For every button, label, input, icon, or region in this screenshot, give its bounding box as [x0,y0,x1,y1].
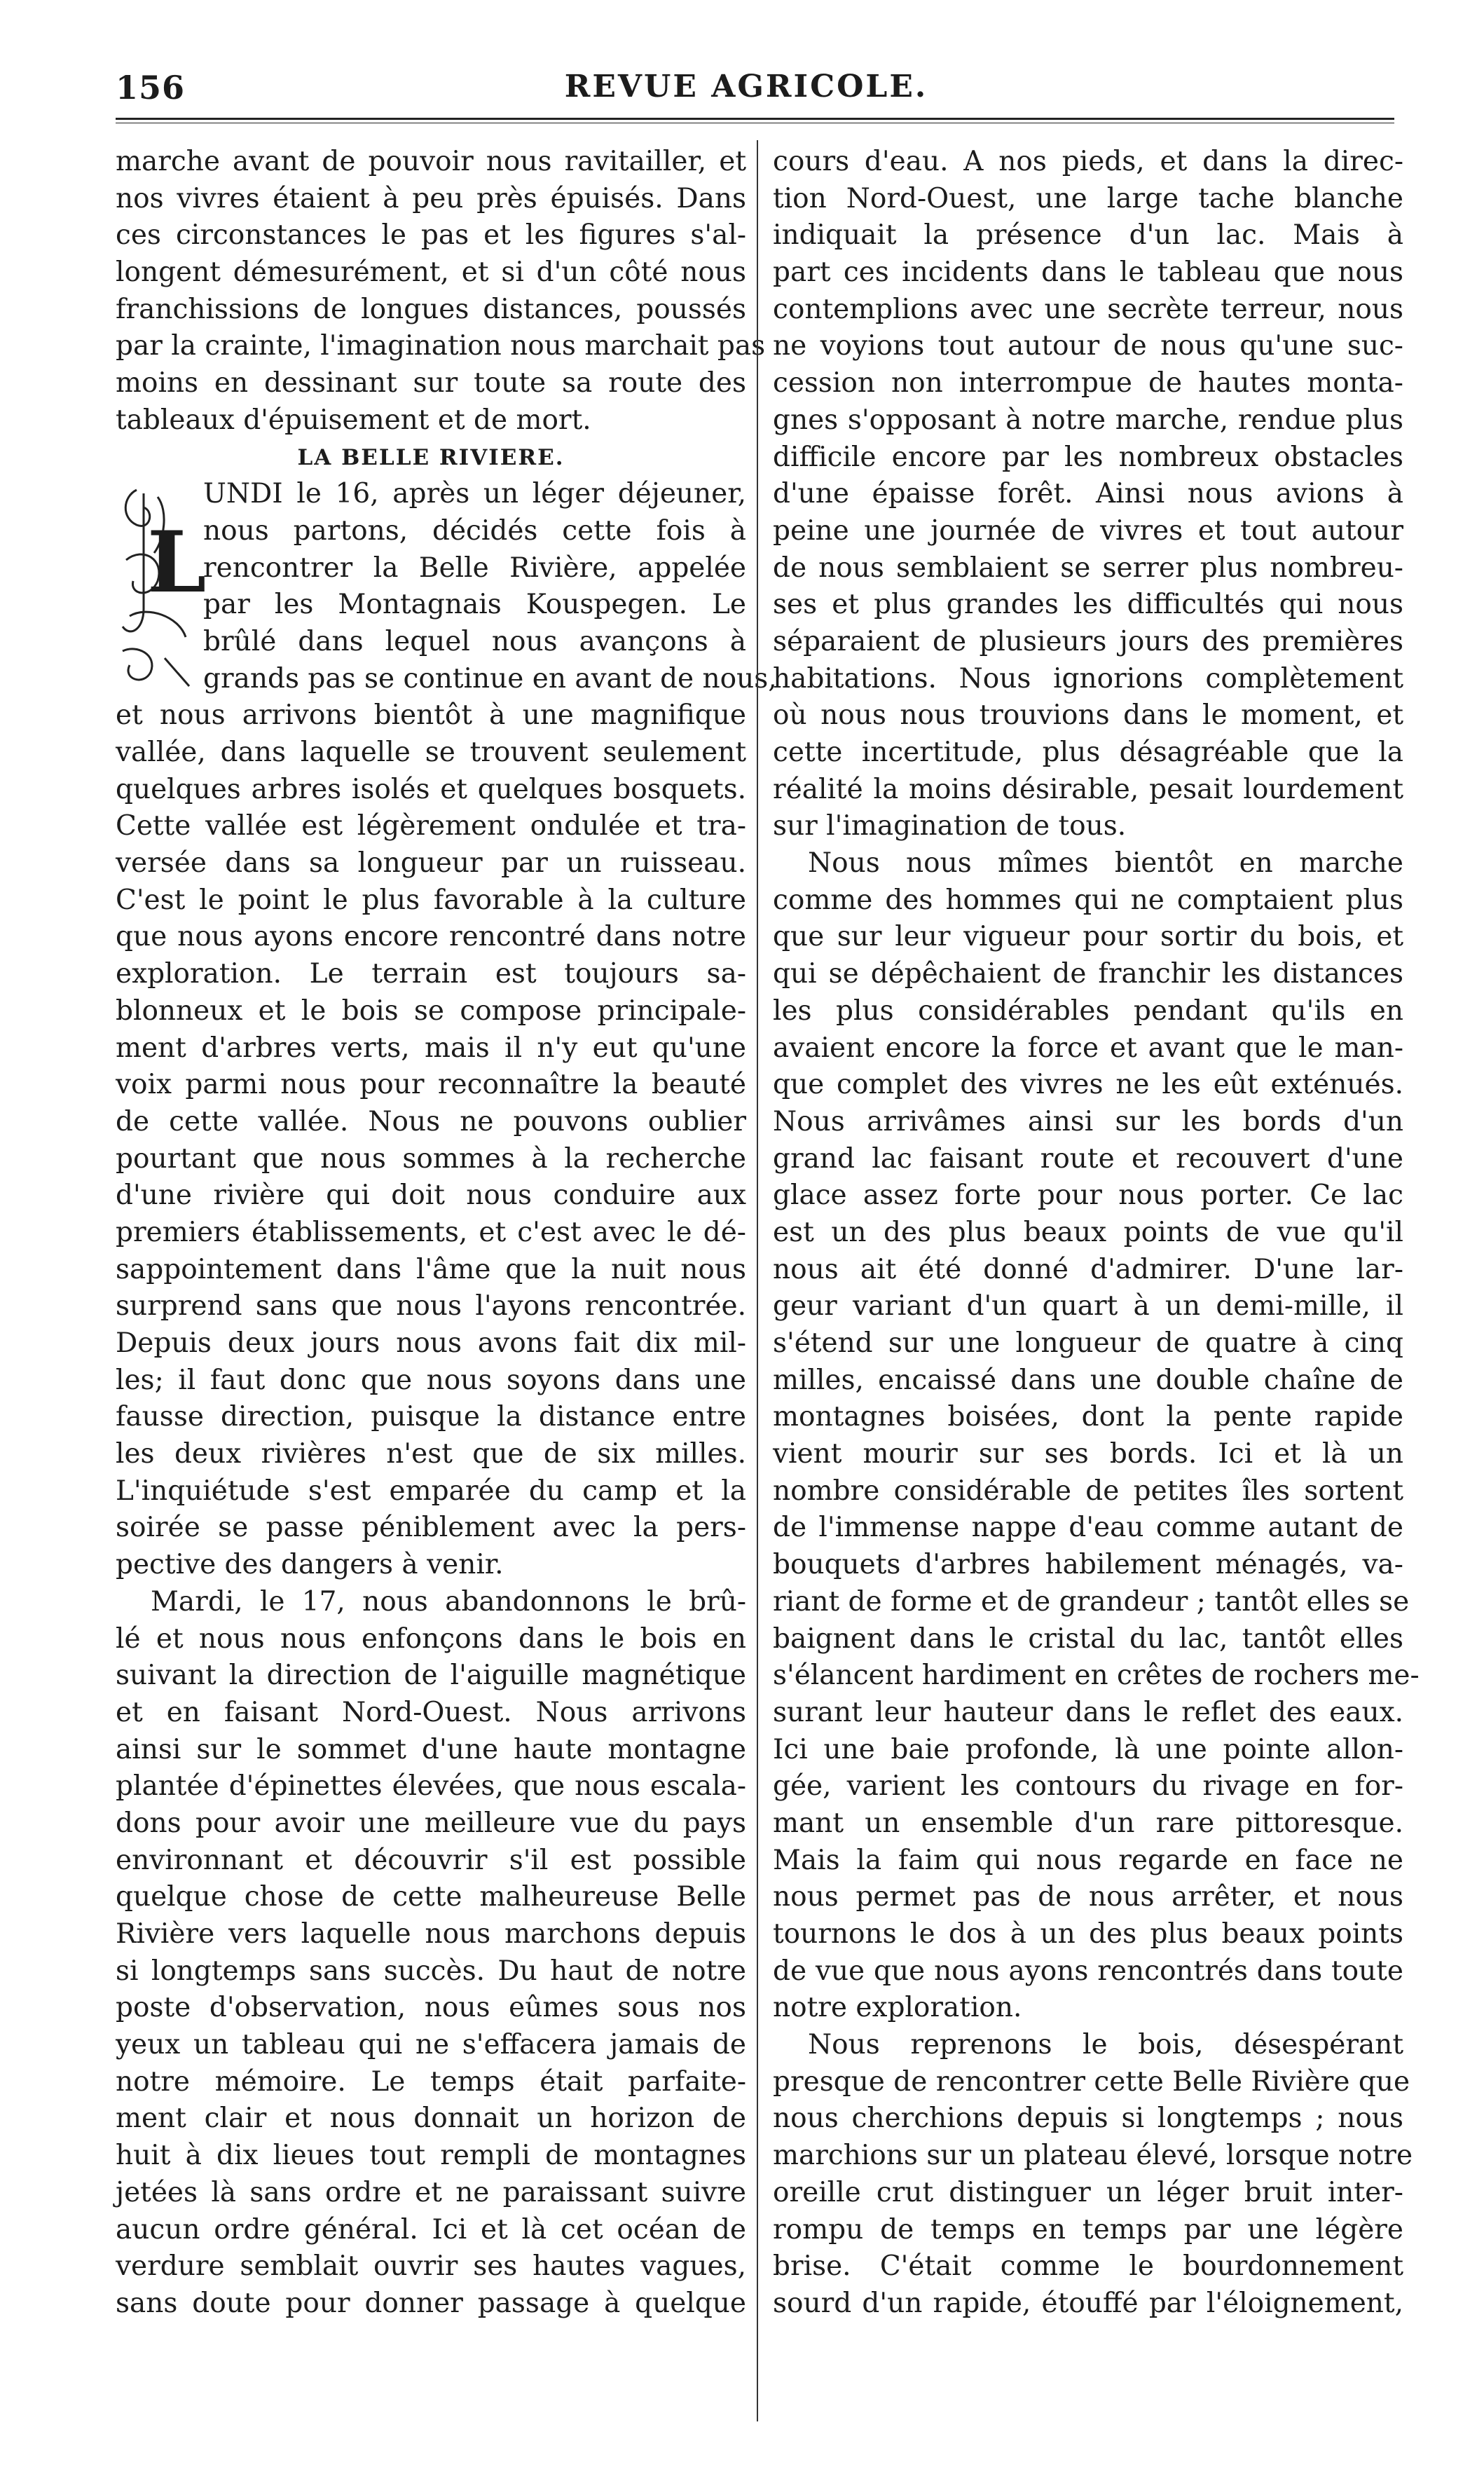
left-paragraph-2 [116,476,777,1584]
right-paragraph-3 [773,2027,1413,2323]
text-line: moins en dessinant sur toute sa route des [116,367,746,399]
text-line: nos vivres étaient à peu près épuisés. Dans [116,182,746,214]
text-line: plantée d'épinettes élevées, que nous escala- [116,1770,746,1803]
text-line: de cette vallée. Nous ne pouvons oublier [116,1105,746,1137]
text-line: ne voyions tout autour de nous qu'une suc- [773,330,1403,362]
text-line: Mardi, le 17, nous abandonnons le brû- [151,1585,746,1618]
text-line: brise. C'était comme le bourdonnement [773,2250,1403,2283]
text-line: grands pas se continue en avant de nous, [203,662,777,695]
text-line: indiquait la présence d'un lac. Mais à [773,219,1403,252]
text-line: soirée se passe péniblement avec la pers- [116,1512,746,1544]
text-line: UNDI le 16, après un léger déjeuner, [203,478,746,510]
text-line: fausse direction, puisque la distance entre [116,1401,746,1433]
left-column [116,144,777,2323]
text-line: marche avant de pouvoir nous ravitailler, et [116,146,746,177]
text-line: sourd d'un rapide, étouffé par l'éloignement, [773,2287,1403,2319]
text-line: sur l'imagination de tous. [773,810,1127,842]
column-divider [757,140,758,2421]
text-line: notre mémoire. Le temps était parfaite- [116,2065,746,2098]
text-line: de l'immense nappe d'eau comme autant de [773,1512,1403,1544]
text-line: C'est le point le plus favorable à la culture [116,884,746,916]
text-line: nous permet pas de nous arrêter, et nous [773,1881,1403,1913]
text-line: vallée, dans laquelle se trouvent seulement [116,737,746,768]
text-line: nous partons, décidés cette fois à [203,514,746,547]
text-line: séparaient de plusieurs jours des premières [773,625,1403,657]
text-line: voix parmi nous pour reconnaître la beauté [116,1069,746,1101]
text-line: contemplions avec une secrète terreur, nous [773,293,1403,325]
text-line: ainsi sur le sommet d'une haute montagne [116,1733,746,1765]
text-line: aucun ordre général. Ici et là cet océan de [116,2213,746,2246]
text-line: lé et nous nous enfonçons dans le bois en [116,1622,746,1655]
text-line: s'étend sur une longueur de quatre à cinq [773,1327,1403,1359]
text-line: gée, varient les contours du rivage en for- [773,1770,1403,1803]
text-line: habitations. Nous ignorions complètement [773,662,1403,695]
text-line: s'élancent hardiment en crêtes de rochers me- [773,1660,1420,1692]
text-line: Depuis deux jours nous avons fait dix mil- [116,1327,746,1359]
ornamental-dropcap [116,476,207,693]
text-line: ment d'arbres verts, mais il n'y eut qu'une [116,1032,746,1064]
text-line: Cette vallée est légèrement ondulée et tra- [116,810,746,842]
text-line: peine une journée de vivres et tout autour [773,514,1403,547]
text-line: cession non interrompue de hautes monta- [773,367,1403,399]
section-title: LA BELLE RIVIERE. [297,444,565,470]
text-line: ses et plus grandes les difficultés qui nous [773,589,1403,621]
text-line: ces circonstances le pas et les figures s'al- [116,219,746,252]
text-line: comme des hommes qui ne comptaient plus [773,884,1403,916]
text-line: milles, encaissé dans une double chaîne de [773,1364,1403,1396]
left-paragraph-1 [116,144,766,439]
text-line: marchions sur un plateau élevé, lorsque notre [773,2140,1413,2172]
text-line: sans doute pour donner passage à quelque [116,2287,746,2319]
text-line: les deux rivières n'est que de six milles. [116,1438,746,1470]
right-paragraph-2 [773,845,1420,2027]
text-line: notre exploration. [773,1992,1022,2024]
text-line: où nous nous trouvions dans le moment, et [773,699,1403,732]
text-line: Nous nous mîmes bientôt en marche [808,847,1403,880]
text-line: rompu de temps en temps par une légère [773,2213,1403,2246]
text-line: de nous semblaient se serrer plus nombreu- [773,552,1403,584]
text-line: Mais la faim qui nous regarde en face ne [773,1844,1403,1876]
text-line: verdure semblait ouvrir ses hautes vagues, [116,2250,746,2283]
text-line: les plus considérables pendant qu'ils en [773,995,1403,1027]
text-line: presque de rencontrer cette Belle Rivière que [773,2065,1410,2098]
text-line: que nous ayons encore rencontré dans notre [116,921,746,953]
text-line: et en faisant Nord-Ouest. Nous arrivons [116,1696,746,1728]
text-line: rencontrer la Belle Rivière, appelée [203,552,746,584]
text-line: les; il faut donc que nous soyons dans une [116,1364,746,1396]
text-line: difficile encore par les nombreux obstacles [773,441,1403,473]
text-line: sappointement dans l'âme que la nuit nous [116,1253,746,1285]
right-column [773,144,1420,2323]
text-line: dons pour avoir une meilleure vue du pays [116,1807,746,1839]
text-line: réalité la moins désirable, pesait lourdement [773,773,1403,805]
text-line: environnant et découvrir s'il est possible [116,1844,746,1876]
text-line: tableaux d'épuisement et de mort. [116,404,591,436]
page-header [116,69,1377,111]
page-number: 156 [116,69,186,107]
text-line: tion Nord-Ouest, une large tache blanche [773,182,1403,214]
left-paragraph-3 [116,1584,746,2323]
text-line: part ces incidents dans le tableau que nous [773,257,1403,289]
text-line: d'une épaisse forêt. Ainsi nous avions à [773,478,1403,510]
text-line: vient mourir sur ses bords. Ici et là un [773,1438,1403,1470]
text-line: riant de forme et de grandeur ; tantôt elles se [773,1585,1410,1618]
text-line: franchissions de longues distances, poussés [116,293,746,325]
text-line: Nous arrivâmes ainsi sur les bords d'un [773,1105,1403,1137]
header-rule [116,118,1394,123]
text-line: de vue que nous ayons rencontrés dans toute [773,1955,1403,1987]
text-line: par les Montagnais Kouspegen. Le [203,589,746,621]
dropcap-letter: L [147,513,207,613]
text-line: ment clair et nous donnait un horizon de [116,2103,746,2135]
text-line: surant leur hauteur dans le reflet des eaux. [773,1696,1403,1728]
text-line: quelque chose de cette malheureuse Belle [116,1881,746,1913]
text-line: premiers établissements, et c'est avec le dé- [116,1216,746,1248]
text-line: yeux un tableau qui ne s'effacera jamais de [116,2029,746,2061]
text-line: suivant la direction de l'aiguille magnétique [116,1660,746,1692]
text-line: oreille crut distinguer un léger bruit inter- [773,2176,1403,2208]
text-line: nous ait été donné d'admirer. D'une lar- [773,1253,1403,1285]
text-line: surprend sans que nous l'ayons rencontrée. [116,1290,746,1323]
text-line: jetées là sans ordre et ne paraissant suivre [116,2176,746,2208]
text-line: L'inquiétude s'est emparée du camp et la [116,1475,746,1507]
text-line: longent démesurément, et si d'un côté nous [116,257,746,289]
text-line: exploration. Le terrain est toujours sa- [116,958,746,990]
text-line: nous cherchions depuis si longtemps ; nous [773,2103,1403,2135]
text-line: huit à dix lieues tout rempli de montagnes [116,2140,746,2172]
text-line: cette incertitude, plus désagréable que la [773,737,1403,768]
text-line: Rivière vers laquelle nous marchons depuis [116,1918,746,1950]
text-line: grand lac faisant route et recouvert d'une [773,1142,1403,1175]
text-line: quelques arbres isolés et quelques bosquets. [116,773,746,805]
text-line: mant un ensemble d'un rare pittoresque. [773,1807,1403,1839]
running-title: REVUE AGRICOLE. [564,69,928,104]
text-line: d'une rivière qui doit nous conduire aux [116,1180,746,1212]
text-line: pourtant que nous sommes à la recherche [116,1142,746,1175]
text-line: bouquets d'arbres habilement ménagés, va- [773,1549,1403,1581]
text-line: Ici une baie profonde, là une pointe allon- [773,1733,1403,1765]
text-line: geur variant d'un quart à un demi-mille, il [773,1290,1403,1323]
text-line: est un des plus beaux points de vue qu'il [773,1216,1403,1248]
text-line: par la crainte, l'imagination nous marchait pas [116,330,766,362]
text-line: que complet des vivres ne les eût exténués. [773,1069,1403,1101]
text-line: avaient encore la force et avant que le man- [773,1032,1403,1064]
right-paragraph-1 [773,144,1403,845]
text-line: brûlé dans lequel nous avançons à [203,625,746,657]
text-line: si longtemps sans succès. Du haut de notre [116,1955,746,1987]
text-line: cours d'eau. A nos pieds, et dans la direc- [773,146,1403,177]
text-line: tournons le dos à un des plus beaux points [773,1918,1403,1950]
text-line: poste d'observation, nous eûmes sous nos [116,1992,746,2024]
text-line: et nous arrivons bientôt à une magnifique [116,699,746,732]
text-line: qui se dépêchaient de franchir les distances [773,958,1403,990]
text-line: versée dans sa longueur par un ruisseau. [116,847,746,880]
text-line: que sur leur vigueur pour sortir du bois, et [773,921,1403,953]
text-line: gnes s'opposant à notre marche, rendue plus [773,404,1403,436]
text-line: baignent dans le cristal du lac, tantôt elles [773,1622,1403,1655]
text-line: Nous reprenons le bois, désespérant [808,2029,1403,2061]
text-line: nombre considérable de petites îles sortent [773,1475,1403,1507]
text-line: pective des dangers à venir. [116,1549,504,1581]
text-line: montagnes boisées, dont la pente rapide [773,1401,1403,1433]
text-line: blonneux et le bois se compose principale- [116,995,746,1027]
text-line: glace assez forte pour nous porter. Ce lac [773,1180,1403,1212]
